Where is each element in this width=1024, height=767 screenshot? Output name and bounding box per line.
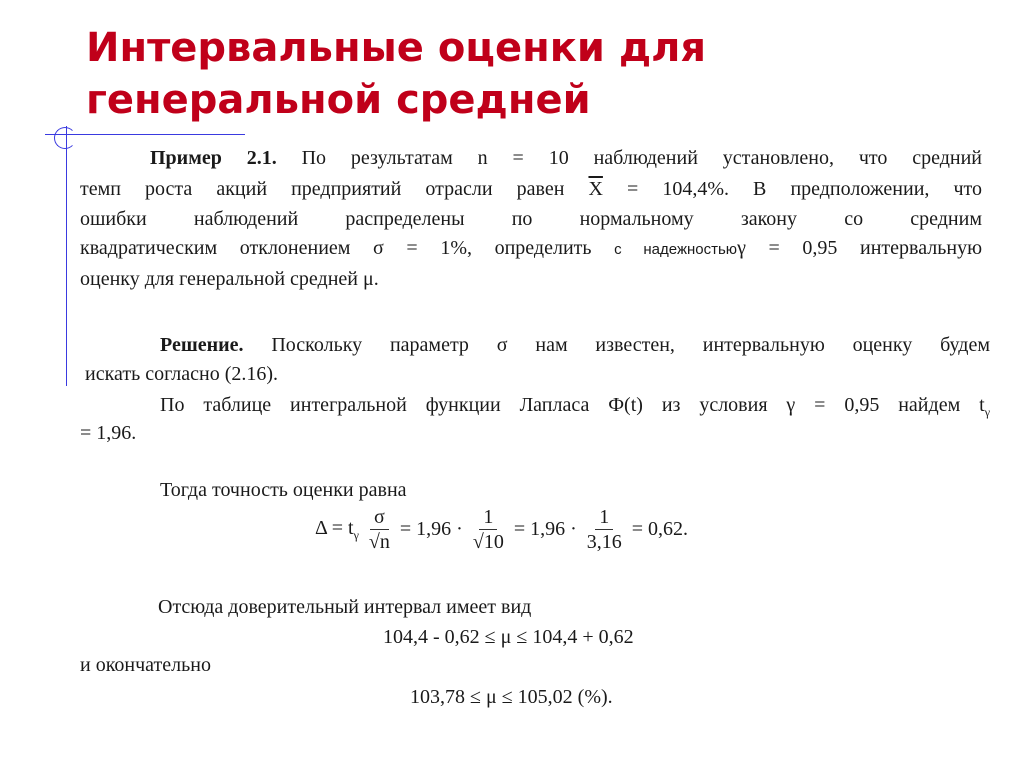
example-line-1 — [150, 146, 982, 170]
solution-line-5: Тогда точность оценки равна — [160, 479, 407, 501]
subscript: γ — [984, 405, 990, 419]
example-line-5: оценку для генеральной средней μ. — [80, 268, 379, 290]
slide-title: Интервальные оценки для генеральной средней — [86, 25, 707, 123]
margin-crosshair-icon — [54, 127, 76, 149]
example-line-3: ошибки наблюдений распределены по нормальному закону со средним — [80, 208, 982, 230]
solution-line-3 — [160, 393, 990, 424]
solution-line-6: Отсюда доверительный интервал имеет вид — [158, 596, 532, 618]
example-line-2 — [80, 177, 982, 201]
denominator: 3,16 — [586, 531, 622, 553]
numerator: σ — [370, 505, 389, 530]
example-text: квадратическим отклонением σ = 1%, определить — [80, 237, 592, 259]
solution-label: Решение. — [160, 334, 244, 356]
interval-formula: 104,4 - 0,62 ≤ μ ≤ 104,4 + 0,62 — [383, 626, 634, 648]
solution-line-8: и окончательно — [80, 654, 211, 676]
example-text: γ = 0,95 интервальную — [737, 237, 983, 259]
denominator: √n — [368, 531, 390, 553]
precision-formula — [315, 505, 688, 554]
example-text: темп роста акций предприятий отрасли равен — [80, 178, 565, 200]
example-text: По результатам n = 10 наблюдений установлено, что средний — [301, 147, 983, 169]
solution-line-4: = 1,96. — [80, 422, 137, 444]
mean-symbol: $\overline{X}$ — [588, 178, 603, 200]
example-small-text: с надежностью — [614, 241, 738, 258]
fraction — [369, 505, 390, 554]
formula-text: = 1,96 · — [399, 518, 463, 540]
fraction — [587, 505, 622, 554]
final-interval: 103,78 ≤ μ ≤ 105,02 (%). — [410, 686, 613, 708]
example-line-4 — [80, 236, 982, 262]
solution-text: По таблице интегральной функции Лапласа Ф(t) из условия γ = 0,95 найдем t — [160, 394, 985, 416]
numerator: 1 — [595, 505, 613, 530]
margin-vertical-line — [66, 126, 67, 386]
formula-result: = 0,62. — [631, 518, 689, 540]
solution-line-2: искать согласно (2.16). — [85, 363, 279, 385]
solution-line-1 — [160, 333, 990, 357]
example-text: = 104,4%. В предположении, что — [626, 178, 982, 200]
subscript: γ — [353, 527, 359, 542]
example-label: Пример 2.1. — [150, 147, 277, 169]
formula-lhs — [315, 517, 359, 543]
fraction — [473, 505, 504, 554]
denominator: √10 — [472, 531, 504, 553]
formula-text: = 1,96 · — [513, 518, 577, 540]
solution-text: Поскольку параметр σ нам известен, интервальную оценку будем — [271, 334, 990, 356]
numerator: 1 — [479, 505, 497, 530]
formula-text: Δ = t — [315, 516, 354, 539]
